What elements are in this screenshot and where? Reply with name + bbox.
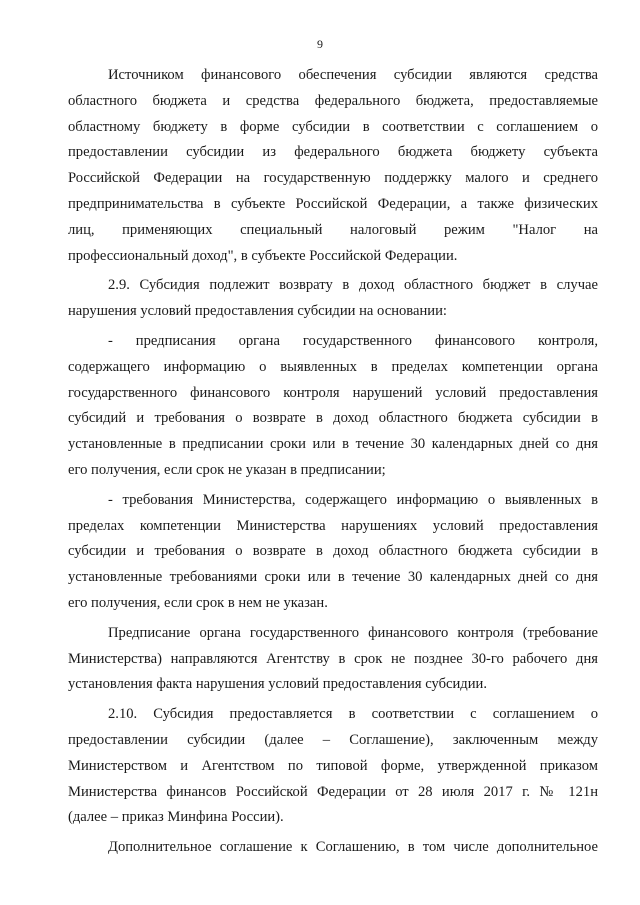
page-number: 9 — [317, 37, 323, 51]
text-line: 2.10. Субсидия предоставляется в соответствии с соглашением о — [108, 706, 598, 723]
text-line: установленные требованиями сроки или в течение 30 календарных дней со дня — [68, 569, 598, 586]
text-line: государственного финансового контроля нарушений условий предоставления — [68, 384, 598, 401]
text-line: областному бюджету в форме субсидии в соответствии с соглашением о — [68, 118, 598, 135]
text-line: нарушения условий предоставления субсидии на основании: — [68, 303, 447, 320]
text-line: лиц, применяющих специальный налоговый режим "Налог на — [68, 221, 598, 238]
paragraph-section-2-9 — [68, 273, 598, 325]
paragraph-section-2-10 — [68, 702, 598, 831]
text-line: субсидии и требования о возврате в доход областного бюджета субсидии в — [68, 543, 598, 560]
paragraph-funding-sources — [68, 63, 598, 269]
text-line: Источником финансового обеспечения субсидии являются средства — [108, 67, 598, 83]
text-line: предоставлении субсидии (далее – Соглашение), заключенным между — [68, 731, 598, 748]
text-line: содержащего информацию о выявленных в пределах компетенции органа — [68, 358, 598, 375]
text-line: Российской Федерации на государственную поддержку малого и среднего — [68, 170, 598, 187]
paragraph-control-prescription — [68, 329, 598, 484]
text-line: - предписания органа государственного финансового контроля, — [108, 332, 598, 349]
text-line: Министерства финансов Российской Федерации от 28 июля 2017 г. № 121н — [68, 783, 598, 800]
text-line: его получения, если срок не указан в предписании; — [68, 461, 386, 478]
text-line: предпринимательства в субъекте Российской Федерации, а также физических — [68, 195, 598, 212]
text-line: Предписание органа государственного финансового контроля (требование — [108, 624, 598, 641]
text-line: субсидий и требования о возврате в доход областного бюджета субсидии в — [68, 410, 598, 427]
paragraph-prescription-delivery — [68, 621, 598, 698]
text-line: областного бюджета и средства федерального бюджета, предоставляемые — [68, 92, 598, 109]
text-line: предоставлении субсидии из федерального бюджета бюджету субъекта — [68, 144, 598, 161]
text-line: установленные в предписании сроки или в течение 30 календарных дней со дня — [68, 436, 598, 453]
text-line: - требования Министерства, содержащего информацию о выявленных в — [108, 491, 598, 508]
text-line: (далее – приказ Минфина России). — [68, 809, 284, 826]
text-line: 2.9. Субсидия подлежит возврату в доход областного бюджет в случае — [108, 277, 598, 294]
text-line: Министерства) направляются Агентству в срок не позднее 30-го рабочего дня — [68, 650, 598, 667]
text-line: Дополнительное соглашение к Соглашению, в том числе дополнительное — [108, 839, 598, 856]
text-line: его получения, если срок в нем не указан. — [68, 594, 328, 611]
text-line: профессиональный доход", в субъекте Российской Федерации. — [68, 247, 458, 264]
paragraph-additional-agreement — [68, 835, 598, 861]
text-line: Министерством и Агентством по типовой форме, утвержденной приказом — [68, 757, 598, 774]
text-line: установления факта нарушения условий предоставления субсидии. — [68, 676, 487, 693]
paragraph-ministry-requirement — [68, 488, 598, 617]
document-body — [68, 63, 598, 861]
text-line: пределах компетенции Министерства нарушениях условий предоставления — [68, 517, 598, 534]
